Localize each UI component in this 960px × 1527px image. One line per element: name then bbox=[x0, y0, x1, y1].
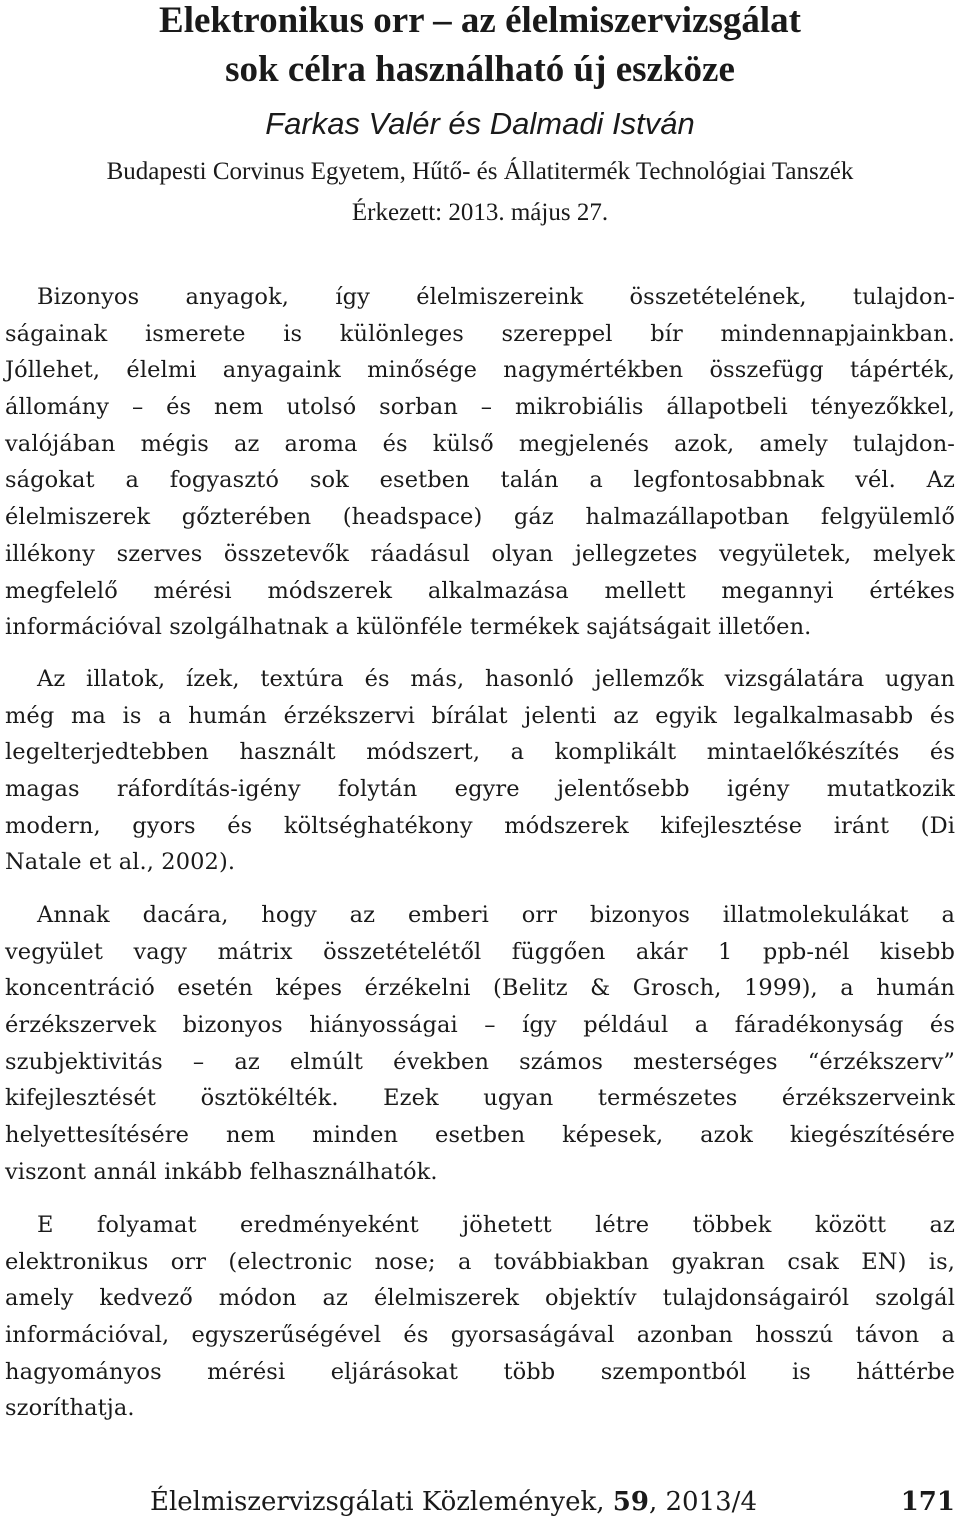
paragraph-line: viszont annál inkább felhasználhatók. bbox=[5, 1158, 438, 1185]
article-authors: Farkas Valér és Dalmadi István bbox=[265, 106, 695, 141]
paragraph-line: E folyamat eredményeként jöhetett létre többek között az bbox=[37, 1212, 955, 1238]
paragraph-line: megfelelő mérési módszerek alkalmazása mellett megannyi értékes bbox=[5, 577, 955, 604]
paragraph-line: még ma is a humán érzékszervi bírálat jelenti az egyik legalkalmasabb és bbox=[5, 702, 955, 729]
paragraph-1 bbox=[5, 279, 955, 646]
paragraph-3 bbox=[5, 897, 955, 1191]
journal-issue: , 2013/4 bbox=[648, 1487, 757, 1517]
paragraph-line: Bizonyos anyagok, így élelmiszereink összetételének, tulajdon- bbox=[37, 284, 955, 310]
paragraph-4 bbox=[5, 1207, 955, 1427]
paragraph-line: Annak dacára, hogy az emberi orr bizonyos illatmolekulákat a bbox=[37, 902, 955, 928]
paragraph-line: állomány – és nem utolsó sorban – mikrobiális állapotbeli tényezőkkel, bbox=[5, 394, 955, 421]
received-date: Érkezett: 2013. május 27. bbox=[351, 199, 609, 226]
paragraph-line: Az illatok, ízek, textúra és más, hasonló jellemzők vizsgálatára ugyan bbox=[37, 666, 955, 692]
paragraph-line: koncentráció esetén képes érzékelni (Belitz & Grosch, 1999), a humán bbox=[5, 975, 955, 1002]
author-affiliation: Budapesti Corvinus Egyetem, Hűtő- és Állatitermék Technológiai Tanszék bbox=[106, 158, 854, 185]
paragraph-line: élelmiszerek gőzterében (headspace) gáz halmazállapotban felgyülemlő bbox=[5, 504, 955, 531]
paragraph-line: ságokat a fogyasztó sok esetben talán a legfontosabbnak vél. Az bbox=[5, 467, 955, 494]
journal-volume: 59 bbox=[612, 1487, 649, 1517]
paragraph-line: modern, gyors és költséghatékony módszerek kifejlesztése iránt (Di bbox=[5, 812, 955, 839]
paragraph-line: hagyományos mérési eljárásokat több szempontból is háttérbe bbox=[5, 1358, 955, 1385]
paragraph-line: Natale et al., 2002). bbox=[5, 849, 236, 876]
paragraph-line: szoríthatja. bbox=[5, 1395, 135, 1422]
paragraph-line: információval szolgálhatnak a különféle termékek sajátságait illetően. bbox=[5, 614, 812, 641]
paragraph-line: valójában mégis az aroma és külső megjelenés azok, amely tulajdon- bbox=[5, 430, 955, 457]
paragraph-line: kifejlesztését ösztökélték. Ezek ugyan természetes érzékszerveink bbox=[5, 1085, 955, 1112]
paragraph-line: helyettesítésére nem minden esetben képesek, azok kiegészítésére bbox=[5, 1122, 955, 1149]
paragraph-line: Jóllehet, élelmi anyagaink minősége nagymértékben összefügg tápérték, bbox=[5, 357, 955, 384]
paragraph-line: illékony szerves összetevők ráadásul olyan jellegzetes vegyületek, melyek bbox=[5, 540, 955, 567]
article-title-line-1: Elektronikus orr – az élelmiszervizsgálat bbox=[159, 0, 801, 41]
journal-name: Élelmiszervizsgálati Közlemények, bbox=[150, 1487, 613, 1517]
paragraph-line: szubjektivitás – az elmúlt években számos mesterséges “érzékszerv” bbox=[5, 1048, 955, 1075]
page-number: 171 bbox=[900, 1487, 955, 1517]
journal-citation bbox=[150, 1486, 757, 1518]
paragraph-line: vegyület vagy mátrix összetételétől függően akár 1 ppb-nél kisebb bbox=[5, 938, 955, 965]
paragraph-line: magas ráfordítás-igény folytán egyre jelentősebb igény mutatkozik bbox=[5, 776, 955, 803]
paragraph-line: legelterjedtebben használt módszert, a komplikált mintaelőkészítés és bbox=[5, 739, 955, 766]
article-title-line-2: sok célra használható új eszköze bbox=[225, 49, 735, 90]
paragraph-line: ságainak ismerete is különleges szereppel bír mindennapjainkban. bbox=[5, 320, 955, 347]
paragraph-line: érzékszervek bizonyos hiányosságai – így például a fáradékonyság és bbox=[5, 1012, 955, 1039]
paragraph-line: amely kedvező módon az élelmiszerek objektív tulajdonságairól szolgál bbox=[5, 1285, 955, 1312]
paragraph-2 bbox=[5, 661, 955, 881]
paragraph-line: elektronikus orr (electronic nose; a továbbiakban gyakran csak EN) is, bbox=[5, 1248, 955, 1275]
paragraph-line: információval, egyszerűségével és gyorsaságával azonban hosszú távon a bbox=[5, 1322, 955, 1349]
